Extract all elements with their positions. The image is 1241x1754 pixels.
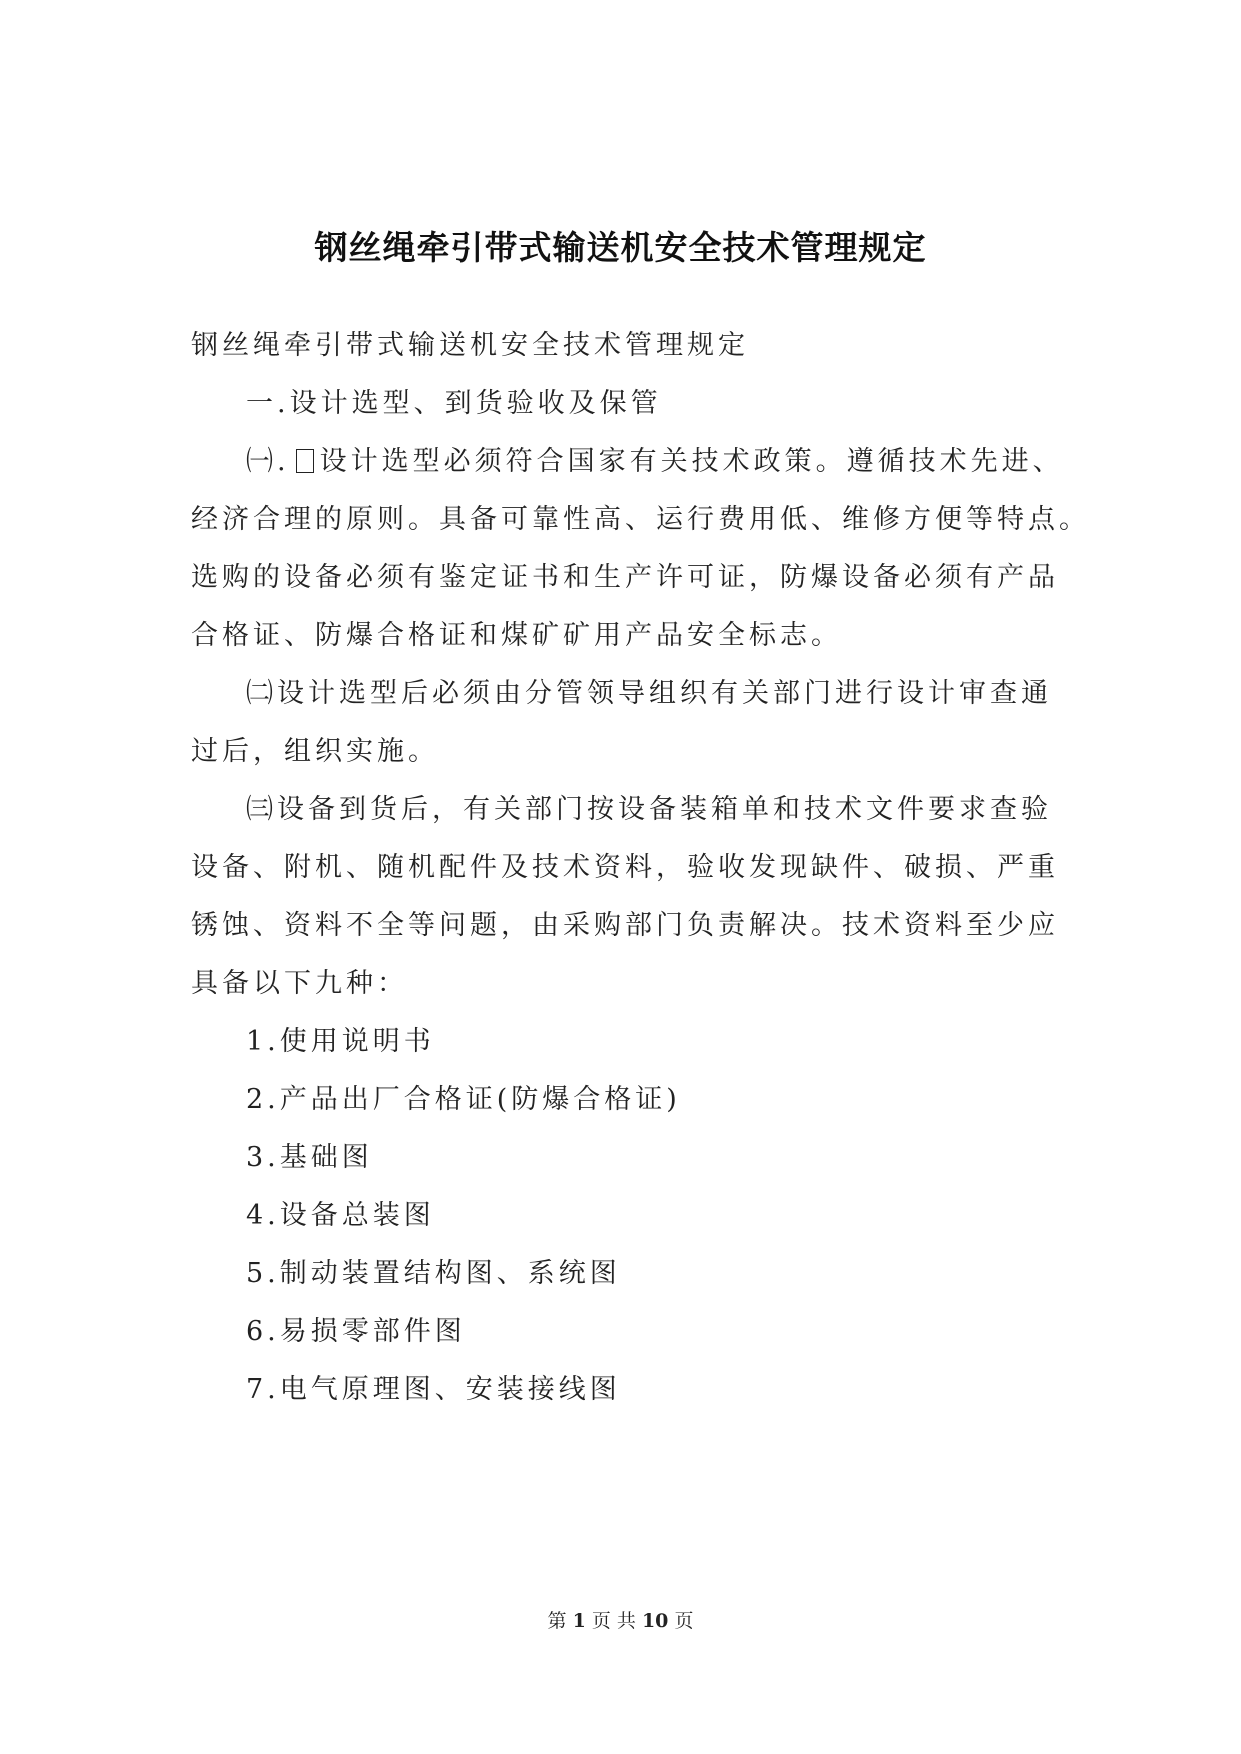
footer-prefix: 第 bbox=[547, 1610, 567, 1632]
footer-middle: 页 共 bbox=[591, 1610, 636, 1632]
paragraph-line: 设备、附机、随机配件及技术资料，验收发现缺件、破损、严重 bbox=[191, 852, 1059, 883]
paragraph-line bbox=[246, 439, 1064, 478]
item-marker: ㈠. bbox=[246, 446, 290, 477]
page-footer bbox=[0, 1606, 1241, 1633]
total-page-count: 10 bbox=[641, 1610, 669, 1632]
paragraph-line: ㈡设计选型后必须由分管领导组织有关部门进行设计审查通 bbox=[246, 678, 1052, 709]
missing-glyph-icon bbox=[296, 449, 314, 473]
current-page-number: 1 bbox=[572, 1610, 586, 1632]
list-item: 2.产品出厂合格证(防爆合格证) bbox=[246, 1084, 681, 1115]
list-item: 7.电气原理图、安装接线图 bbox=[246, 1374, 621, 1405]
paragraph-line: 经济合理的原则。具备可靠性高、运行费用低、维修方便等特点。 bbox=[191, 504, 1090, 535]
list-item: 1.使用说明书 bbox=[246, 1026, 435, 1057]
footer-suffix: 页 bbox=[674, 1610, 694, 1632]
paragraph-text: 设计选型必须符合国家有关技术政策。遵循技术先进、 bbox=[319, 446, 1064, 477]
paragraph-line: 锈蚀、资料不全等问题，由采购部门负责解决。技术资料至少应 bbox=[191, 910, 1059, 941]
paragraph-line: ㈢设备到货后，有关部门按设备装箱单和技术文件要求查验 bbox=[246, 794, 1052, 825]
list-item: 5.制动装置结构图、系统图 bbox=[246, 1258, 621, 1289]
list-item: 4.设备总装图 bbox=[246, 1200, 435, 1231]
list-item: 3.基础图 bbox=[246, 1142, 373, 1173]
body-heading: 钢丝绳牵引带式输送机安全技术管理规定 bbox=[191, 330, 749, 361]
paragraph-line: 合格证、防爆合格证和煤矿矿用产品安全标志。 bbox=[191, 620, 842, 651]
paragraph-line: 选购的设备必须有鉴定证书和生产许可证，防爆设备必须有产品 bbox=[191, 562, 1059, 593]
section-heading: 一.设计选型、到货验收及保管 bbox=[246, 388, 662, 419]
document-title: 钢丝绳牵引带式输送机安全技术管理规定 bbox=[314, 228, 927, 267]
paragraph-line: 过后，组织实施。 bbox=[191, 736, 439, 767]
paragraph-line: 具备以下九种： bbox=[191, 968, 408, 999]
list-item: 6.易损零部件图 bbox=[246, 1316, 466, 1347]
